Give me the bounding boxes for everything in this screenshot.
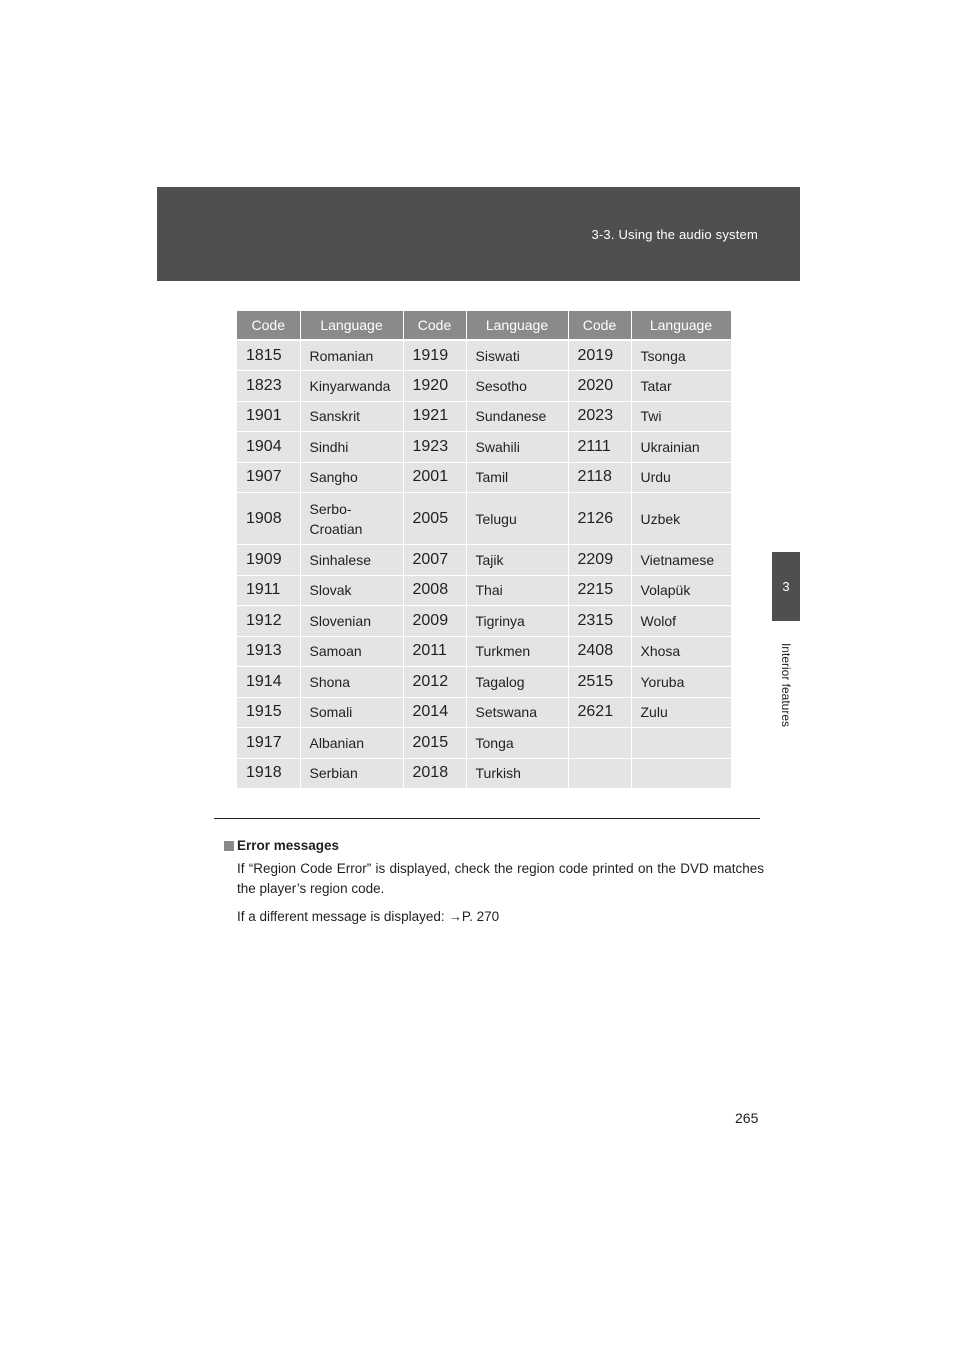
language-cell: Setswana [466, 697, 568, 728]
note-heading [224, 836, 764, 856]
code-cell: 2018 [403, 758, 466, 789]
code-cell: 1913 [237, 636, 300, 667]
language-cell: Kinyarwanda [300, 371, 403, 402]
column-header: Code [237, 311, 300, 340]
column-header: Language [466, 311, 568, 340]
code-cell: 2005 [403, 493, 466, 545]
code-cell: 2215 [568, 575, 631, 606]
code-cell: 2012 [403, 667, 466, 698]
language-cell [631, 728, 731, 759]
language-cell: Wolof [631, 606, 731, 637]
code-cell: 2315 [568, 606, 631, 637]
language-cell: Yoruba [631, 667, 731, 698]
language-cell: Sangho [300, 462, 403, 493]
code-cell: 1917 [237, 728, 300, 759]
code-cell: 2408 [568, 636, 631, 667]
code-cell: 2621 [568, 697, 631, 728]
column-header: Language [631, 311, 731, 340]
code-cell: 1920 [403, 371, 466, 402]
table-row [237, 493, 731, 545]
code-cell: 2001 [403, 462, 466, 493]
table-row [237, 575, 731, 606]
language-cell: Swahili [466, 432, 568, 463]
language-cell: Siswati [466, 340, 568, 371]
code-cell: 2020 [568, 371, 631, 402]
code-cell: 2014 [403, 697, 466, 728]
column-header: Code [403, 311, 466, 340]
section-title: 3-3. Using the audio system [591, 227, 758, 242]
code-cell: 1921 [403, 401, 466, 432]
error-messages-note [224, 836, 764, 927]
code-cell: 1907 [237, 462, 300, 493]
language-cell: Sinhalese [300, 545, 403, 576]
language-cell: Xhosa [631, 636, 731, 667]
language-cell: Serbian [300, 758, 403, 789]
language-cell: Slovak [300, 575, 403, 606]
table-row [237, 432, 731, 463]
page-number: 265 [735, 1110, 759, 1126]
table-row [237, 636, 731, 667]
language-cell: Tamil [466, 462, 568, 493]
language-cell: Sundanese [466, 401, 568, 432]
code-cell: 1909 [237, 545, 300, 576]
code-cell: 2015 [403, 728, 466, 759]
language-cell: Tatar [631, 371, 731, 402]
chapter-label: Interior features [779, 642, 794, 728]
note-heading-text: Error messages [237, 838, 340, 853]
table-row [237, 606, 731, 637]
code-cell: 2209 [568, 545, 631, 576]
table-row [237, 462, 731, 493]
code-cell: 2118 [568, 462, 631, 493]
code-cell: 1915 [237, 697, 300, 728]
code-cell: 1815 [237, 340, 300, 371]
language-cell: Thai [466, 575, 568, 606]
divider [214, 818, 760, 819]
code-cell: 1919 [403, 340, 466, 371]
code-cell: 1923 [403, 432, 466, 463]
language-cell: Sindhi [300, 432, 403, 463]
table-row [237, 371, 731, 402]
chapter-number: 3 [782, 579, 790, 594]
language-code-table [237, 311, 732, 789]
language-cell: Sanskrit [300, 401, 403, 432]
language-cell [631, 758, 731, 789]
code-cell: 1904 [237, 432, 300, 463]
language-cell: Tonga [466, 728, 568, 759]
chapter-tab [772, 552, 800, 621]
code-cell [568, 728, 631, 759]
column-header: Code [568, 311, 631, 340]
table-row [237, 401, 731, 432]
note-paragraph: If a different message is displayed: →P. 270 [237, 909, 500, 924]
column-header: Language [300, 311, 403, 340]
code-cell: 2011 [403, 636, 466, 667]
language-cell: Twi [631, 401, 731, 432]
language-cell: Tagalog [466, 667, 568, 698]
code-cell: 2007 [403, 545, 466, 576]
language-cell: Uzbek [631, 493, 731, 545]
language-cell: Serbo- Croatian [300, 493, 403, 545]
code-cell: 2009 [403, 606, 466, 637]
table-row [237, 545, 731, 576]
code-cell: 2515 [568, 667, 631, 698]
code-cell: 1823 [237, 371, 300, 402]
language-cell: Turkmen [466, 636, 568, 667]
language-cell: Tsonga [631, 340, 731, 371]
table-row [237, 758, 731, 789]
note-paragraph: If “Region Code Error” is displayed, check the region code printed on the DVD matches the player’s region code. [237, 861, 764, 896]
code-cell [568, 758, 631, 789]
square-bullet-icon [224, 841, 234, 851]
language-cell: Volapük [631, 575, 731, 606]
code-cell: 1914 [237, 667, 300, 698]
code-cell: 1911 [237, 575, 300, 606]
table-row [237, 697, 731, 728]
table-body [237, 340, 731, 789]
code-cell: 2126 [568, 493, 631, 545]
language-cell: Sesotho [466, 371, 568, 402]
language-cell: Romanian [300, 340, 403, 371]
code-cell: 1912 [237, 606, 300, 637]
language-cell: Shona [300, 667, 403, 698]
code-cell: 1901 [237, 401, 300, 432]
language-cell: Albanian [300, 728, 403, 759]
language-cell: Turkish [466, 758, 568, 789]
language-cell: Telugu [466, 493, 568, 545]
table-row [237, 667, 731, 698]
table-header-row [237, 311, 731, 340]
language-cell: Slovenian [300, 606, 403, 637]
language-cell: Tajik [466, 545, 568, 576]
language-cell: Somali [300, 697, 403, 728]
code-cell: 2111 [568, 432, 631, 463]
table-row [237, 728, 731, 759]
code-cell: 2023 [568, 401, 631, 432]
code-cell: 2008 [403, 575, 466, 606]
language-cell: Samoan [300, 636, 403, 667]
language-cell: Urdu [631, 462, 731, 493]
table-row [237, 340, 731, 371]
language-cell: Tigrinya [466, 606, 568, 637]
code-cell: 2019 [568, 340, 631, 371]
code-cell: 1918 [237, 758, 300, 789]
section-header-band [157, 187, 800, 281]
chapter-label-container [772, 630, 800, 740]
language-cell: Ukrainian [631, 432, 731, 463]
code-cell: 1908 [237, 493, 300, 545]
language-cell: Vietnamese [631, 545, 731, 576]
language-cell: Zulu [631, 697, 731, 728]
